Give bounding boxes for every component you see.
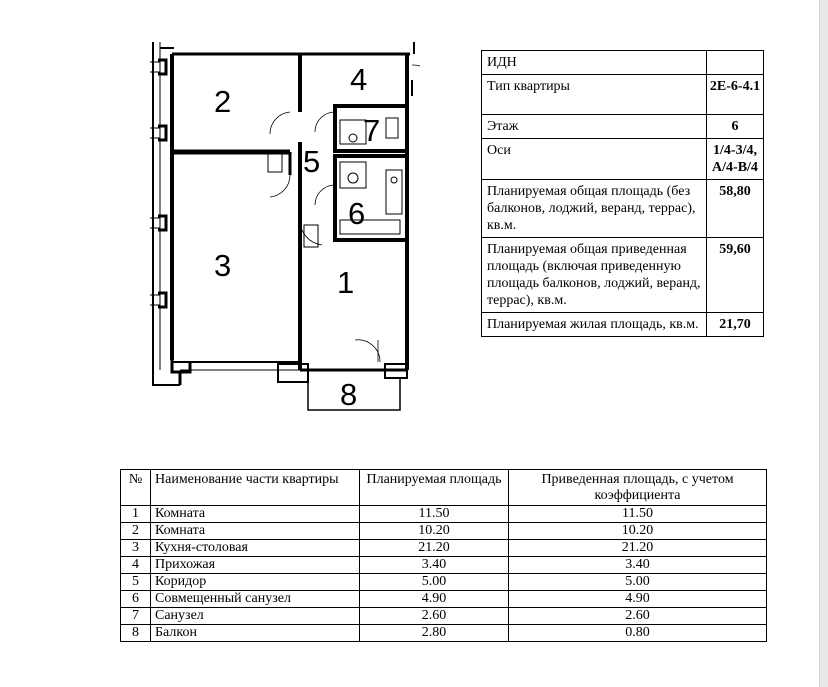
header-reduced-area: Приведенная площадь, с учетом коэффициента <box>509 470 767 506</box>
info-row-living-area <box>482 313 764 337</box>
row-area: 2.60 <box>360 608 509 625</box>
table-row <box>121 574 767 591</box>
row-name: Кухня-столовая <box>151 540 360 557</box>
info-value: 59,60 <box>707 238 764 313</box>
info-label: Планируемая общая площадь (без балконов, лоджий, веранд, террас), кв.м. <box>482 180 707 238</box>
row-area: 3.40 <box>360 557 509 574</box>
room-6-label: 6 <box>348 196 366 231</box>
row-reduced-area: 21.20 <box>509 540 767 557</box>
room-8-label: 8 <box>340 377 358 412</box>
info-row-total-area <box>482 180 764 238</box>
info-row-reduced-area <box>482 238 764 313</box>
row-area: 2.80 <box>360 625 509 642</box>
row-area: 21.20 <box>360 540 509 557</box>
row-reduced-area: 2.60 <box>509 608 767 625</box>
row-reduced-area: 4.90 <box>509 591 767 608</box>
room-3-label: 3 <box>214 248 232 283</box>
row-area: 4.90 <box>360 591 509 608</box>
room-4-label: 4 <box>350 62 368 97</box>
row-name: Совмещенный санузел <box>151 591 360 608</box>
info-row-floor <box>482 115 764 139</box>
room-7-label: 7 <box>363 113 381 148</box>
table-row <box>121 625 767 642</box>
row-reduced-area: 3.40 <box>509 557 767 574</box>
header-name: Наименование части квартиры <box>151 470 360 506</box>
info-value: 6 <box>707 115 764 139</box>
info-row-axes <box>482 139 764 180</box>
floor-plan <box>150 40 420 412</box>
row-area: 5.00 <box>360 574 509 591</box>
apartment-info-table <box>481 50 764 337</box>
row-reduced-area: 10.20 <box>509 523 767 540</box>
table-row <box>121 591 767 608</box>
table-row <box>121 506 767 523</box>
info-row-idn <box>482 51 764 75</box>
row-number: 6 <box>121 591 151 608</box>
room-5-label: 5 <box>303 144 321 179</box>
header-planned-area: Планируемая площадь <box>360 470 509 506</box>
row-reduced-area: 5.00 <box>509 574 767 591</box>
info-value: 2Е-6-4.1 <box>707 75 764 115</box>
row-area: 10.20 <box>360 523 509 540</box>
info-label: Планируемая общая приведенная площадь (включая приведенную площадь балконов, лоджий, веранд, террас), кв.м. <box>482 238 707 313</box>
table-row <box>121 557 767 574</box>
row-number: 7 <box>121 608 151 625</box>
row-number: 8 <box>121 625 151 642</box>
row-number: 5 <box>121 574 151 591</box>
info-value <box>707 51 764 75</box>
row-reduced-area: 11.50 <box>509 506 767 523</box>
info-row-type <box>482 75 764 115</box>
row-area: 11.50 <box>360 506 509 523</box>
apartment-parts-table <box>120 469 767 642</box>
row-name: Прихожая <box>151 557 360 574</box>
info-value: 21,70 <box>707 313 764 337</box>
info-value: 58,80 <box>707 180 764 238</box>
row-reduced-area: 0.80 <box>509 625 767 642</box>
info-label: Оси <box>482 139 707 180</box>
table-row <box>121 523 767 540</box>
info-label: Тип квартиры <box>482 75 707 115</box>
parts-header-row <box>121 470 767 506</box>
row-number: 2 <box>121 523 151 540</box>
room-1-label: 1 <box>337 265 355 300</box>
row-number: 3 <box>121 540 151 557</box>
page-edge <box>820 0 828 687</box>
row-name: Комната <box>151 506 360 523</box>
row-name: Коридор <box>151 574 360 591</box>
table-row <box>121 540 767 557</box>
row-name: Комната <box>151 523 360 540</box>
info-label: Планируемая жилая площадь, кв.м. <box>482 313 707 337</box>
row-name: Балкон <box>151 625 360 642</box>
room-2-label: 2 <box>214 84 232 119</box>
info-label: ИДН <box>482 51 707 75</box>
row-number: 1 <box>121 506 151 523</box>
info-label: Этаж <box>482 115 707 139</box>
info-value: 1/4-3/4, А/4-В/4 <box>707 139 764 180</box>
row-number: 4 <box>121 557 151 574</box>
table-row <box>121 608 767 625</box>
header-number: № <box>121 470 151 506</box>
row-name: Санузел <box>151 608 360 625</box>
